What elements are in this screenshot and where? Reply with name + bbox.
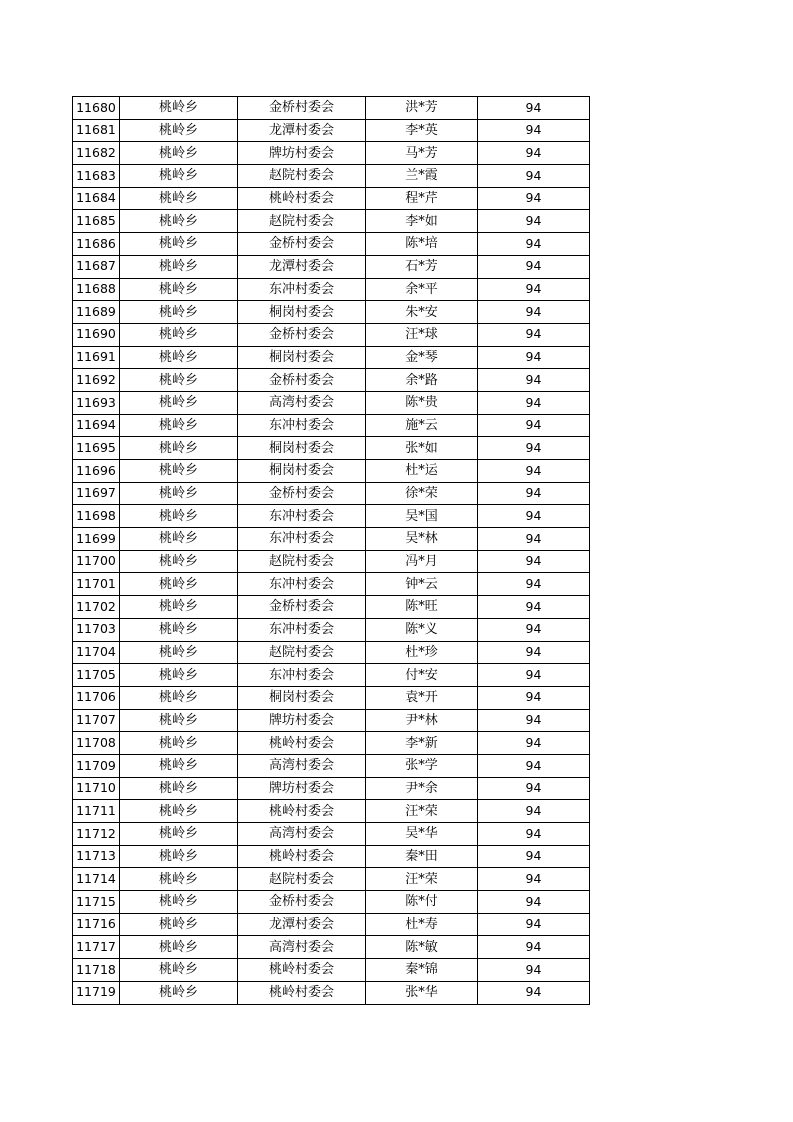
- table-row: [73, 732, 590, 755]
- person-name-cell: 施*云: [366, 414, 478, 437]
- score-cell: 94: [478, 891, 590, 914]
- village-committee-cell: 金桥村委会: [238, 596, 366, 619]
- record-number-cell: 11681: [73, 119, 120, 142]
- village-committee-cell: 东冲村委会: [238, 664, 366, 687]
- township-cell: 桃岭乡: [120, 460, 238, 483]
- record-number-cell: 11691: [73, 346, 120, 369]
- township-cell: 桃岭乡: [120, 414, 238, 437]
- person-name-cell: 陈*培: [366, 233, 478, 256]
- table-row: [73, 550, 590, 573]
- record-number-cell: 11713: [73, 845, 120, 868]
- person-name-cell: 杜*运: [366, 460, 478, 483]
- record-number-cell: 11680: [73, 97, 120, 120]
- township-cell: 桃岭乡: [120, 709, 238, 732]
- score-cell: 94: [478, 301, 590, 324]
- table-row: [73, 959, 590, 982]
- person-name-cell: 李*英: [366, 119, 478, 142]
- village-committee-cell: 东冲村委会: [238, 618, 366, 641]
- record-number-cell: 11719: [73, 981, 120, 1004]
- township-cell: 桃岭乡: [120, 981, 238, 1004]
- township-cell: 桃岭乡: [120, 437, 238, 460]
- village-committee-cell: 金桥村委会: [238, 233, 366, 256]
- score-cell: 94: [478, 868, 590, 891]
- score-cell: 94: [478, 641, 590, 664]
- table-row: [73, 414, 590, 437]
- score-cell: 94: [478, 233, 590, 256]
- person-name-cell: 钟*云: [366, 573, 478, 596]
- person-name-cell: 张*学: [366, 754, 478, 777]
- score-cell: 94: [478, 913, 590, 936]
- village-committee-cell: 高湾村委会: [238, 754, 366, 777]
- person-name-cell: 余*路: [366, 369, 478, 392]
- table-row: [73, 709, 590, 732]
- township-cell: 桃岭乡: [120, 187, 238, 210]
- village-committee-cell: 桃岭村委会: [238, 732, 366, 755]
- township-cell: 桃岭乡: [120, 800, 238, 823]
- township-cell: 桃岭乡: [120, 754, 238, 777]
- table-row: [73, 528, 590, 551]
- township-cell: 桃岭乡: [120, 346, 238, 369]
- person-name-cell: 李*如: [366, 210, 478, 233]
- person-name-cell: 吴*林: [366, 528, 478, 551]
- record-number-cell: 11685: [73, 210, 120, 233]
- table-row: [73, 255, 590, 278]
- township-cell: 桃岭乡: [120, 823, 238, 846]
- township-cell: 桃岭乡: [120, 210, 238, 233]
- village-committee-cell: 桐岗村委会: [238, 437, 366, 460]
- township-cell: 桃岭乡: [120, 891, 238, 914]
- village-committee-cell: 金桥村委会: [238, 369, 366, 392]
- village-committee-cell: 金桥村委会: [238, 482, 366, 505]
- score-cell: 94: [478, 732, 590, 755]
- village-committee-cell: 赵院村委会: [238, 868, 366, 891]
- score-cell: 94: [478, 255, 590, 278]
- score-cell: 94: [478, 823, 590, 846]
- score-cell: 94: [478, 414, 590, 437]
- record-number-cell: 11690: [73, 323, 120, 346]
- township-cell: 桃岭乡: [120, 391, 238, 414]
- village-committee-cell: 桐岗村委会: [238, 301, 366, 324]
- village-committee-cell: 牌坊村委会: [238, 777, 366, 800]
- township-cell: 桃岭乡: [120, 868, 238, 891]
- record-number-cell: 11686: [73, 233, 120, 256]
- person-name-cell: 汪*荣: [366, 868, 478, 891]
- table-row: [73, 573, 590, 596]
- record-number-cell: 11687: [73, 255, 120, 278]
- record-number-cell: 11717: [73, 936, 120, 959]
- township-cell: 桃岭乡: [120, 913, 238, 936]
- village-committee-cell: 桃岭村委会: [238, 187, 366, 210]
- person-name-cell: 秦*田: [366, 845, 478, 868]
- table-row: [73, 845, 590, 868]
- score-cell: 94: [478, 391, 590, 414]
- table-row: [73, 936, 590, 959]
- township-cell: 桃岭乡: [120, 165, 238, 188]
- table-row: [73, 823, 590, 846]
- record-number-cell: 11708: [73, 732, 120, 755]
- person-name-cell: 金*琴: [366, 346, 478, 369]
- table-row: [73, 641, 590, 664]
- table-row: [73, 437, 590, 460]
- record-number-cell: 11694: [73, 414, 120, 437]
- township-cell: 桃岭乡: [120, 505, 238, 528]
- township-cell: 桃岭乡: [120, 641, 238, 664]
- record-number-cell: 11701: [73, 573, 120, 596]
- table-row: [73, 323, 590, 346]
- township-cell: 桃岭乡: [120, 664, 238, 687]
- score-cell: 94: [478, 777, 590, 800]
- township-cell: 桃岭乡: [120, 142, 238, 165]
- record-number-cell: 11688: [73, 278, 120, 301]
- village-committee-cell: 桐岗村委会: [238, 346, 366, 369]
- record-number-cell: 11702: [73, 596, 120, 619]
- village-committee-cell: 金桥村委会: [238, 323, 366, 346]
- record-number-cell: 11693: [73, 391, 120, 414]
- table-row: [73, 664, 590, 687]
- score-cell: 94: [478, 142, 590, 165]
- township-cell: 桃岭乡: [120, 233, 238, 256]
- score-cell: 94: [478, 505, 590, 528]
- record-number-cell: 11705: [73, 664, 120, 687]
- person-name-cell: 吴*华: [366, 823, 478, 846]
- record-number-cell: 11707: [73, 709, 120, 732]
- record-number-cell: 11700: [73, 550, 120, 573]
- person-name-cell: 袁*开: [366, 686, 478, 709]
- village-committee-cell: 东冲村委会: [238, 414, 366, 437]
- score-cell: 94: [478, 210, 590, 233]
- record-number-cell: 11710: [73, 777, 120, 800]
- record-number-cell: 11689: [73, 301, 120, 324]
- table-row: [73, 187, 590, 210]
- score-cell: 94: [478, 686, 590, 709]
- village-committee-cell: 东冲村委会: [238, 505, 366, 528]
- person-name-cell: 吴*国: [366, 505, 478, 528]
- table-row: [73, 686, 590, 709]
- person-name-cell: 朱*安: [366, 301, 478, 324]
- township-cell: 桃岭乡: [120, 369, 238, 392]
- township-cell: 桃岭乡: [120, 936, 238, 959]
- township-cell: 桃岭乡: [120, 550, 238, 573]
- table-row: [73, 913, 590, 936]
- roster-body: [73, 97, 590, 1005]
- person-name-cell: 张*华: [366, 981, 478, 1004]
- record-number-cell: 11711: [73, 800, 120, 823]
- township-cell: 桃岭乡: [120, 278, 238, 301]
- village-committee-cell: 桃岭村委会: [238, 845, 366, 868]
- record-number-cell: 11696: [73, 460, 120, 483]
- table-row: [73, 391, 590, 414]
- score-cell: 94: [478, 165, 590, 188]
- record-number-cell: 11697: [73, 482, 120, 505]
- village-committee-cell: 牌坊村委会: [238, 142, 366, 165]
- person-name-cell: 李*新: [366, 732, 478, 755]
- score-cell: 94: [478, 278, 590, 301]
- village-committee-cell: 金桥村委会: [238, 891, 366, 914]
- record-number-cell: 11684: [73, 187, 120, 210]
- village-committee-cell: 金桥村委会: [238, 97, 366, 120]
- score-cell: 94: [478, 618, 590, 641]
- score-cell: 94: [478, 573, 590, 596]
- table-row: [73, 165, 590, 188]
- township-cell: 桃岭乡: [120, 482, 238, 505]
- person-name-cell: 陈*付: [366, 891, 478, 914]
- score-cell: 94: [478, 119, 590, 142]
- record-number-cell: 11712: [73, 823, 120, 846]
- record-number-cell: 11704: [73, 641, 120, 664]
- township-cell: 桃岭乡: [120, 119, 238, 142]
- score-cell: 94: [478, 754, 590, 777]
- record-number-cell: 11706: [73, 686, 120, 709]
- village-committee-cell: 桐岗村委会: [238, 460, 366, 483]
- village-committee-cell: 龙潭村委会: [238, 913, 366, 936]
- score-cell: 94: [478, 346, 590, 369]
- township-cell: 桃岭乡: [120, 845, 238, 868]
- village-committee-cell: 高湾村委会: [238, 936, 366, 959]
- person-name-cell: 杜*珍: [366, 641, 478, 664]
- village-committee-cell: 赵院村委会: [238, 641, 366, 664]
- table-row: [73, 981, 590, 1004]
- table-row: [73, 119, 590, 142]
- person-name-cell: 石*芳: [366, 255, 478, 278]
- score-cell: 94: [478, 482, 590, 505]
- village-committee-cell: 东冲村委会: [238, 278, 366, 301]
- village-committee-cell: 赵院村委会: [238, 550, 366, 573]
- record-number-cell: 11703: [73, 618, 120, 641]
- person-name-cell: 陈*贵: [366, 391, 478, 414]
- township-cell: 桃岭乡: [120, 618, 238, 641]
- record-number-cell: 11695: [73, 437, 120, 460]
- record-number-cell: 11709: [73, 754, 120, 777]
- record-number-cell: 11718: [73, 959, 120, 982]
- table-row: [73, 460, 590, 483]
- table-row: [73, 142, 590, 165]
- village-committee-cell: 龙潭村委会: [238, 255, 366, 278]
- score-cell: 94: [478, 460, 590, 483]
- score-cell: 94: [478, 596, 590, 619]
- township-cell: 桃岭乡: [120, 97, 238, 120]
- village-committee-cell: 牌坊村委会: [238, 709, 366, 732]
- score-cell: 94: [478, 97, 590, 120]
- person-name-cell: 马*芳: [366, 142, 478, 165]
- person-name-cell: 尹*余: [366, 777, 478, 800]
- score-cell: 94: [478, 528, 590, 551]
- table-row: [73, 754, 590, 777]
- village-committee-cell: 高湾村委会: [238, 823, 366, 846]
- village-committee-cell: 东冲村委会: [238, 528, 366, 551]
- village-committee-cell: 高湾村委会: [238, 391, 366, 414]
- township-cell: 桃岭乡: [120, 777, 238, 800]
- table-row: [73, 800, 590, 823]
- person-name-cell: 陈*义: [366, 618, 478, 641]
- score-cell: 94: [478, 981, 590, 1004]
- table-row: [73, 777, 590, 800]
- person-name-cell: 徐*荣: [366, 482, 478, 505]
- township-cell: 桃岭乡: [120, 596, 238, 619]
- score-cell: 94: [478, 369, 590, 392]
- score-cell: 94: [478, 959, 590, 982]
- record-number-cell: 11699: [73, 528, 120, 551]
- score-cell: 94: [478, 936, 590, 959]
- table-row: [73, 505, 590, 528]
- score-cell: 94: [478, 800, 590, 823]
- table-row: [73, 596, 590, 619]
- table-row: [73, 369, 590, 392]
- table-row: [73, 97, 590, 120]
- township-cell: 桃岭乡: [120, 528, 238, 551]
- roster-table: [72, 96, 590, 1005]
- table-row: [73, 233, 590, 256]
- person-name-cell: 洪*芳: [366, 97, 478, 120]
- village-committee-cell: 东冲村委会: [238, 573, 366, 596]
- person-name-cell: 尹*林: [366, 709, 478, 732]
- village-committee-cell: 桐岗村委会: [238, 686, 366, 709]
- score-cell: 94: [478, 187, 590, 210]
- village-committee-cell: 赵院村委会: [238, 210, 366, 233]
- table-row: [73, 210, 590, 233]
- record-number-cell: 11692: [73, 369, 120, 392]
- village-committee-cell: 桃岭村委会: [238, 959, 366, 982]
- person-name-cell: 汪*荣: [366, 800, 478, 823]
- record-number-cell: 11714: [73, 868, 120, 891]
- score-cell: 94: [478, 323, 590, 346]
- village-committee-cell: 赵院村委会: [238, 165, 366, 188]
- person-name-cell: 余*平: [366, 278, 478, 301]
- township-cell: 桃岭乡: [120, 301, 238, 324]
- township-cell: 桃岭乡: [120, 255, 238, 278]
- table-row: [73, 482, 590, 505]
- township-cell: 桃岭乡: [120, 323, 238, 346]
- record-number-cell: 11682: [73, 142, 120, 165]
- township-cell: 桃岭乡: [120, 686, 238, 709]
- table-row: [73, 278, 590, 301]
- score-cell: 94: [478, 437, 590, 460]
- score-cell: 94: [478, 845, 590, 868]
- person-name-cell: 陈*旺: [366, 596, 478, 619]
- record-number-cell: 11716: [73, 913, 120, 936]
- township-cell: 桃岭乡: [120, 732, 238, 755]
- table-row: [73, 301, 590, 324]
- person-name-cell: 陈*敏: [366, 936, 478, 959]
- record-number-cell: 11698: [73, 505, 120, 528]
- score-cell: 94: [478, 550, 590, 573]
- person-name-cell: 张*如: [366, 437, 478, 460]
- record-number-cell: 11683: [73, 165, 120, 188]
- score-cell: 94: [478, 709, 590, 732]
- table-row: [73, 346, 590, 369]
- person-name-cell: 兰*霞: [366, 165, 478, 188]
- person-name-cell: 程*芹: [366, 187, 478, 210]
- table-row: [73, 868, 590, 891]
- village-committee-cell: 桃岭村委会: [238, 981, 366, 1004]
- village-committee-cell: 龙潭村委会: [238, 119, 366, 142]
- score-cell: 94: [478, 664, 590, 687]
- township-cell: 桃岭乡: [120, 959, 238, 982]
- person-name-cell: 杜*寿: [366, 913, 478, 936]
- record-number-cell: 11715: [73, 891, 120, 914]
- township-cell: 桃岭乡: [120, 573, 238, 596]
- table-row: [73, 618, 590, 641]
- person-name-cell: 秦*锦: [366, 959, 478, 982]
- table-row: [73, 891, 590, 914]
- village-committee-cell: 桃岭村委会: [238, 800, 366, 823]
- person-name-cell: 汪*球: [366, 323, 478, 346]
- person-name-cell: 付*安: [366, 664, 478, 687]
- person-name-cell: 冯*月: [366, 550, 478, 573]
